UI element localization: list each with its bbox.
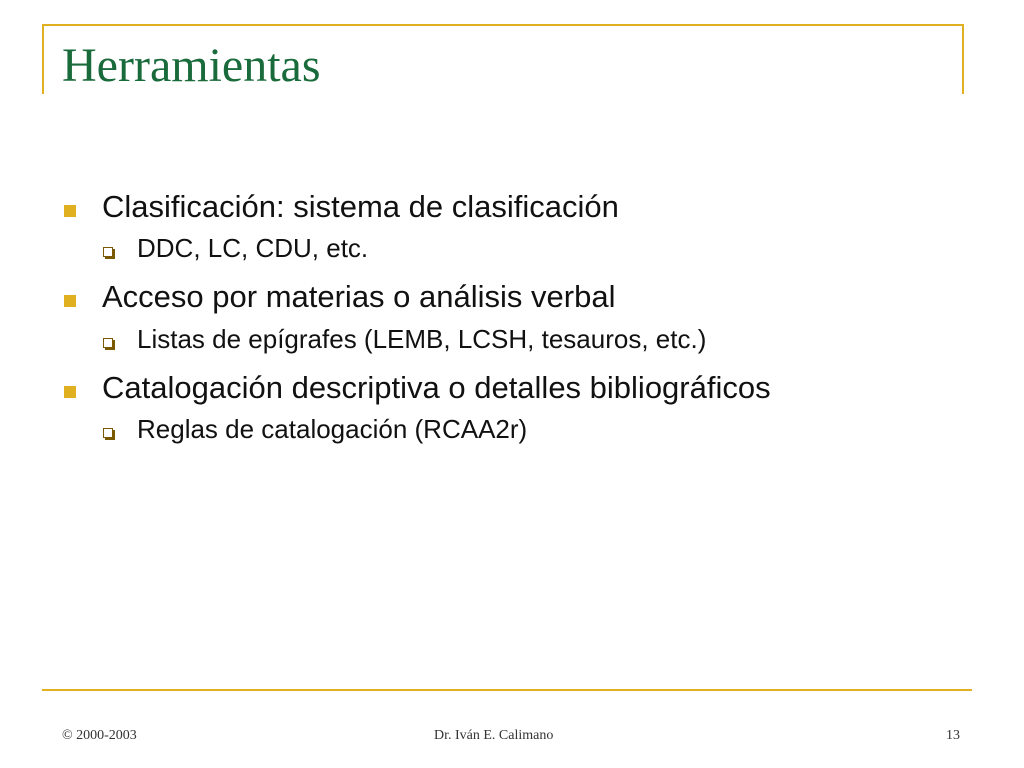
hollow-square-bullet-icon	[103, 338, 113, 348]
hollow-square-bullet-icon	[103, 428, 113, 438]
frame-left-line	[42, 24, 44, 94]
square-bullet-icon	[64, 205, 76, 217]
footer-author: Dr. Iván E. Calimano	[434, 728, 554, 743]
slide-number: 13	[946, 728, 960, 743]
sub-bullet-text: Listas de epígrafes (LEMB, LCSH, tesauros, etc.)	[137, 323, 707, 354]
bullet-item-1	[60, 188, 980, 225]
bullet-text: Clasificación: sistema de clasificación	[102, 189, 619, 224]
square-bullet-icon	[64, 295, 76, 307]
slide-title: Herramientas	[62, 39, 321, 92]
hollow-square-bullet-icon	[103, 247, 113, 257]
bullet-item-3	[60, 369, 980, 406]
bullet-text: Catalogación descriptiva o detalles bibliográficos	[102, 369, 771, 405]
sub-bullet-item-3	[60, 414, 980, 445]
bullet-list	[60, 188, 980, 445]
bullet-item-2	[60, 278, 980, 315]
sub-bullet-item-2	[60, 324, 980, 355]
footer-copyright: © 2000-2003	[62, 728, 137, 743]
sub-bullet-text: DDC, LC, CDU, etc.	[137, 233, 369, 264]
sub-bullet-item-1	[60, 233, 980, 264]
frame-top-line	[42, 24, 964, 26]
frame-right-line	[962, 24, 964, 94]
sub-bullet-text: Reglas de catalogación (RCAA2r)	[137, 413, 528, 444]
bullet-text: Acceso por materias o análisis verbal	[102, 279, 616, 315]
footer-divider	[42, 689, 972, 691]
square-bullet-icon	[64, 386, 76, 398]
